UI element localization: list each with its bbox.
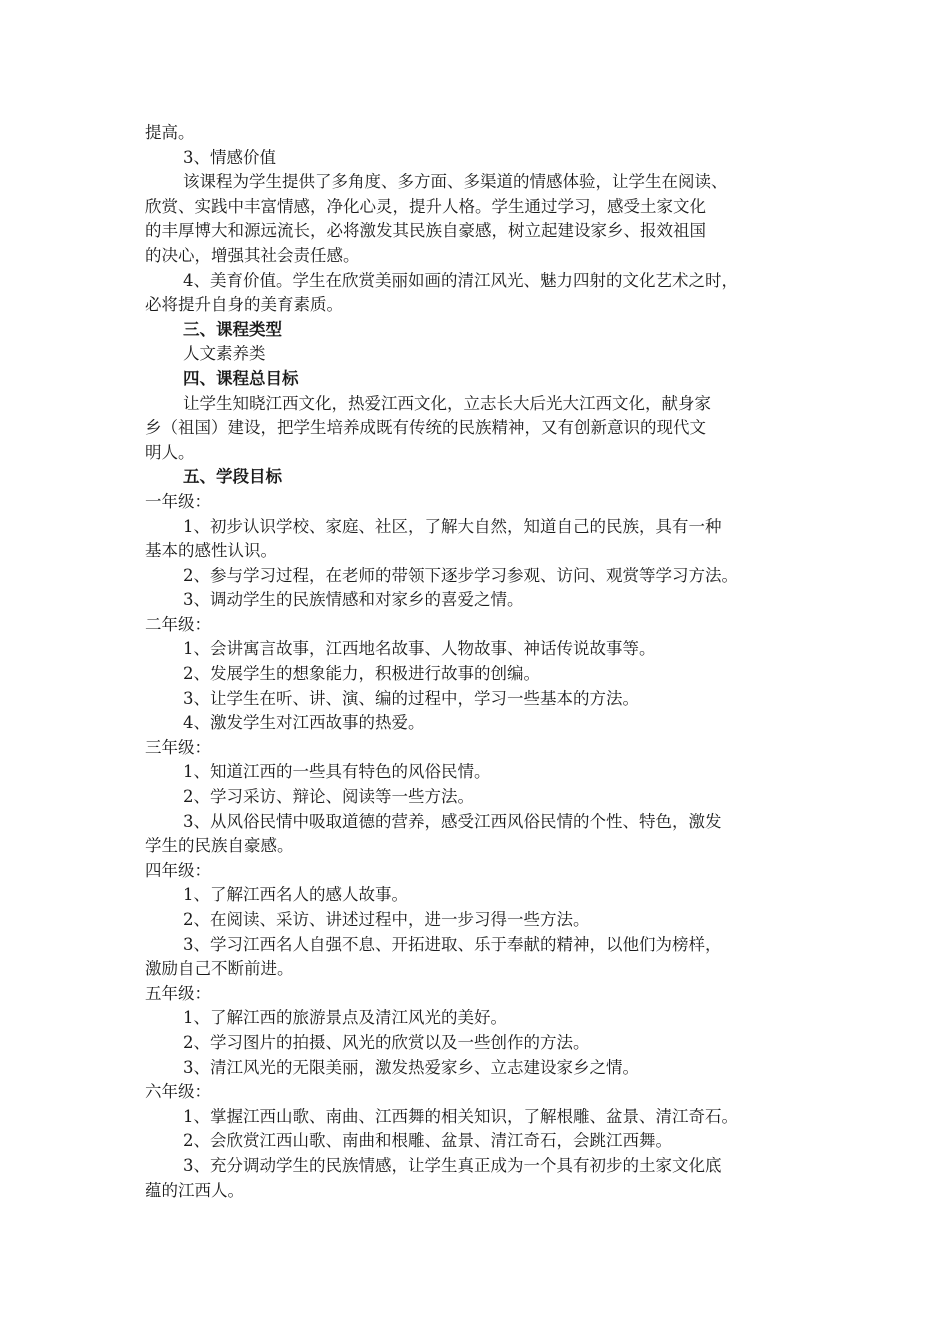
list-item-continuation: 学生的民族自豪感。 (145, 836, 294, 856)
list-item: 1、了解江西的旅游景点及清江风光的美好。 (183, 1008, 507, 1028)
list-item: 3、学习江西名人自强不息、开拓进取、乐于奉献的精神，以他们为榜样， (183, 934, 722, 954)
grade-label-4: 四年级： (145, 860, 211, 880)
list-item: 2、会欣赏江西山歌、南曲和根雕、盆景、清江奇石，会跳江西舞。 (183, 1131, 672, 1151)
document-page (145, 121, 830, 1203)
list-item: 4、激发学生对江西故事的热爱。 (183, 713, 425, 733)
list-item: 2、参与学习过程，在老师的带领下逐步学习参观、访问、观赏等学习方法。 (183, 565, 738, 585)
list-item: 1、会讲寓言故事，江西地名故事、人物故事、神话传说故事等。 (183, 639, 656, 659)
list-item: 3、清江风光的无限美丽，激发热爱家乡、立志建设家乡之情。 (183, 1057, 639, 1077)
grade-label-3: 三年级： (145, 737, 211, 757)
list-item: 2、发展学生的想象能力，积极进行故事的创编。 (183, 664, 540, 684)
grade-label-5: 五年级： (145, 983, 211, 1003)
section-heading-stage-goals: 五、学段目标 (183, 467, 282, 487)
list-item: 2、在阅读、采访、讲述过程中，进一步习得一些方法。 (183, 910, 590, 929)
list-item: 3、从风俗民情中吸取道德的营养，感受江西风俗民情的个性、特色，激发 (183, 811, 722, 831)
paragraph-line: 的丰厚博大和源远流长，必将激发其民族自豪感，树立起建设家乡、报效祖国 (145, 221, 706, 241)
list-item: 2、学习采访、辩论、阅读等一些方法。 (183, 787, 474, 807)
paragraph-continuation: 提高。 (145, 123, 195, 142)
list-item-continuation: 基本的感性认识。 (145, 541, 277, 561)
paragraph-line: 明人。 (145, 442, 195, 462)
list-item: 3、充分调动学生的民族情感，让学生真正成为一个具有初步的土家文化底 (183, 1155, 722, 1175)
paragraph-line: 该课程为学生提供了多角度、多方面、多渠道的情感体验，让学生在阅读、 (183, 172, 728, 192)
grade-label-6: 六年级： (145, 1082, 211, 1102)
section-heading-course-type: 三、课程类型 (183, 319, 282, 339)
list-item-continuation: 蕴的江西人。 (145, 1180, 244, 1200)
list-item-continuation: 激励自己不断前进。 (145, 959, 294, 979)
list-item: 3、调动学生的民族情感和对家乡的喜爱之情。 (183, 590, 524, 610)
list-item: 1、知道江西的一些具有特色的风俗民情。 (183, 762, 491, 782)
section-heading-overall-goal: 四、课程总目标 (183, 368, 299, 388)
list-item: 2、学习图片的拍摄、风光的欣赏以及一些创作的方法。 (183, 1032, 590, 1052)
list-item: 1、初步认识学校、家庭、社区，了解大自然，知道自己的民族，具有一种 (183, 516, 722, 536)
grade-label-2: 二年级： (145, 614, 211, 634)
paragraph-line: 乡（祖国）建设，把学生培养成既有传统的民族精神，又有创新意识的现代文 (145, 418, 706, 438)
paragraph-line: 让学生知晓江西文化，热爱江西文化，立志长大后光大江西文化，献身家 (183, 393, 711, 413)
list-item: 1、掌握江西山歌、南曲、江西舞的相关知识，了解根雕、盆景、清江奇石。 (183, 1106, 738, 1126)
list-item: 1、了解江西名人的感人故事。 (183, 885, 408, 905)
grade-label-1: 一年级： (145, 491, 211, 511)
subsection-heading-aesthetic-value: 4、美育价值。学生在欣赏美丽如画的清江风光、魅力四射的文化艺术之时， (183, 270, 738, 290)
list-item: 3、让学生在听、讲、演、编的过程中，学习一些基本的方法。 (183, 688, 639, 708)
subsection-heading-emotional-value: 3、情感价值 (183, 147, 276, 167)
paragraph-line: 必将提升自身的美育素质。 (145, 295, 343, 315)
paragraph-line: 的决心，增强其社会责任感。 (145, 245, 360, 265)
paragraph-line: 人文素养类 (183, 344, 266, 364)
paragraph-line: 欣赏、实践中丰富情感，净化心灵，提升人格。学生通过学习，感受土家文化 (145, 196, 706, 216)
